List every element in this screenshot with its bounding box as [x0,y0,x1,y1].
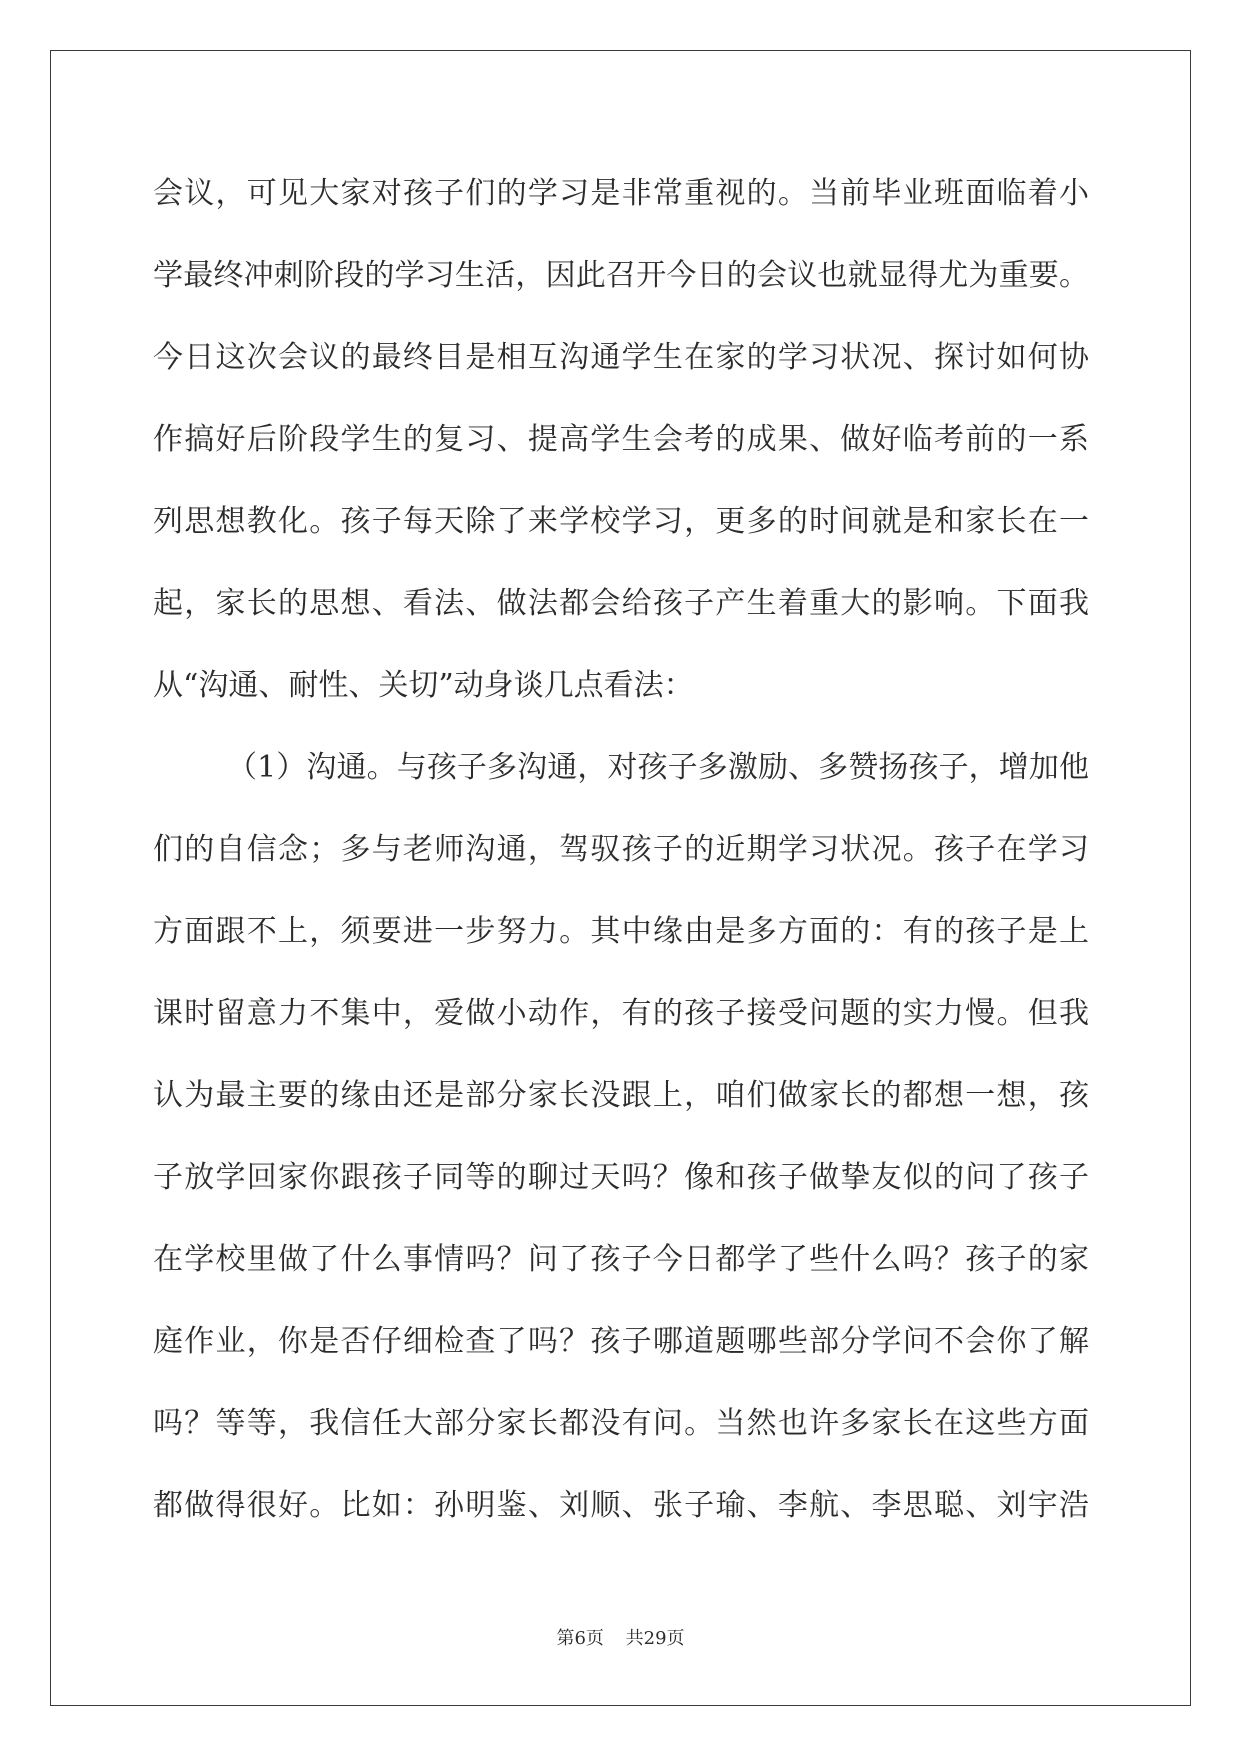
text-line: 吗？等等，我信任大部分家长都没有问。当然也许多家长在这些方面 [153,1406,1089,1441]
text-line: 认为最主要的缘由还是部分家长没跟上，咱们做家长的都想一想，孩 [153,1078,1089,1113]
text-line: 从“沟通、耐性、关切”动身谈几点看法： [153,668,694,703]
text-line: 作搞好后阶段学生的复习、提高学生会考的成果、做好临考前的一系 [153,422,1089,457]
page-footer [0,1626,1241,1652]
page-total: 共29页 [625,1628,685,1649]
paragraph [153,153,1089,727]
text-line: 方面跟不上，须要进一步努力。其中缘由是多方面的：有的孩子是上 [153,914,1089,949]
text-line: 们的自信念；多与老师沟通，驾驭孩子的近期学习状况。孩子在学习 [153,832,1089,867]
text-line: 子放学回家你跟孩子同等的聊过天吗？像和孩子做挚友似的问了孩子 [153,1160,1089,1195]
text-line: 会议，可见大家对孩子们的学习是非常重视的。当前毕业班面临着小 [153,176,1089,211]
text-line: 庭作业，你是否仔细检查了吗？孩子哪道题哪些部分学问不会你了解 [153,1324,1089,1359]
text-line: 学最终冲刺阶段的学习生活，因此召开今日的会议也就显得尤为重要。 [153,258,1089,293]
text-line: 起，家长的思想、看法、做法都会给孩子产生着重大的影响。下面我 [153,586,1089,621]
text-line: 今日这次会议的最终目是相互沟通学生在家的学习状况、探讨如何协 [153,340,1089,375]
text-line: 列思想教化。孩子每天除了来学校学习，更多的时间就是和家长在一 [153,504,1089,539]
body-text [153,153,1089,1547]
text-line: 在学校里做了什么事情吗？问了孩子今日都学了些什么吗？孩子的家 [153,1242,1089,1277]
text-line: （1）沟通。与孩子多沟通，对孩子多激励、多赞扬孩子，增加他 [227,750,1089,785]
text-line: 课时留意力不集中，爱做小动作，有的孩子接受问题的实力慢。但我 [153,996,1089,1031]
page-number: 第6页 [556,1628,604,1649]
text-line: 都做得很好。比如：孙明鉴、刘顺、张子瑜、李航、李思聪、刘宇浩 [153,1488,1089,1523]
paragraph [153,727,1089,1547]
